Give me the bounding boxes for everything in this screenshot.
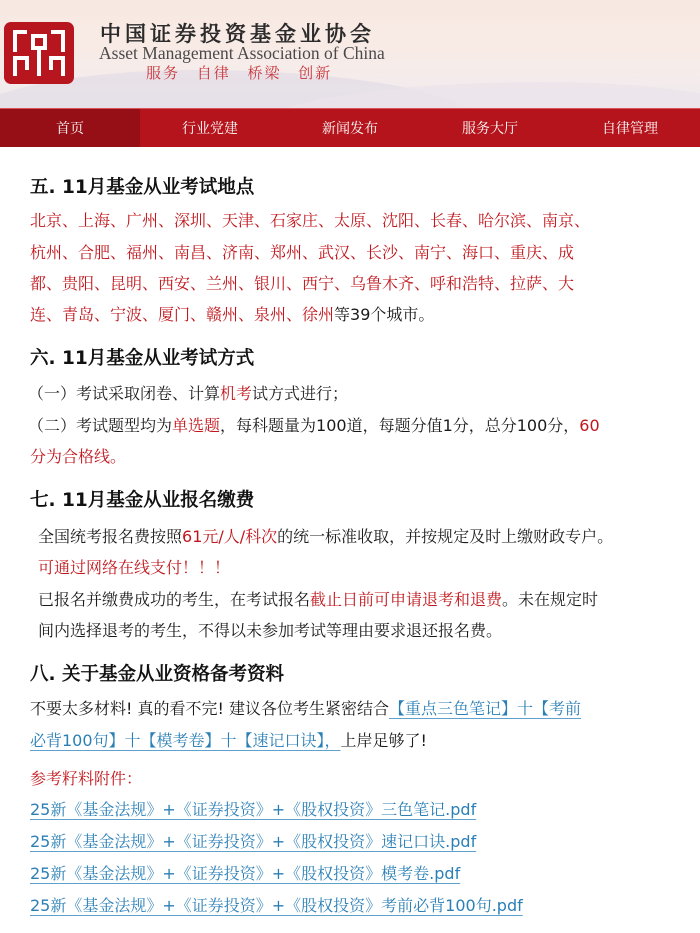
text: （二）考试题型均为 [28,416,173,435]
main-nav [0,108,700,147]
materials-link[interactable]: 【重点三色笔记】十【考前 [389,699,582,718]
highlight-text: 单选题 [172,416,221,435]
city-list-tail: 等39个城市。 [334,305,435,324]
section-heading-exam-method: 六. 11月基金从业考试方式 [30,348,255,369]
amac-logo-icon[interactable] [4,22,74,84]
materials-link[interactable]: 必背100句】十【模考卷】十【速记口诀】， [30,731,341,750]
nav-item-party-building[interactable]: 行业党建 [182,121,238,137]
city-list-line: 北京、上海、广州、深圳、天津、石家庄、太原、沈阳、长春、哈尔滨、南京、 [30,211,591,230]
text: 试方式进行； [252,384,349,403]
nav-item-self-regulation[interactable]: 自律管理 [602,121,658,137]
site-title-cn: 中国证券投资基金业协会 [100,21,375,46]
section-heading-study-materials: 八. 关于基金从业资格备考资料 [30,664,284,685]
exam-method-item-1 [28,381,348,404]
pdf-attachment-link[interactable]: 25新《基金法规》+《证券投资》+《股权投资》速记口诀.pdf [30,832,477,851]
site-header [0,0,700,108]
materials-paragraph-cont [30,728,427,751]
text: 。未在规定时 [502,590,599,609]
online-payment-note: 可通过网络在线支付！！！ [38,558,231,577]
text: 不要太多材料! 真的看不完! 建议各位考生紧密结合 [30,699,390,718]
nav-item-news[interactable]: 新闻发布 [322,121,378,137]
site-slogan: 服务 自律 桥梁 创新 [146,64,333,82]
materials-paragraph [30,696,581,719]
city-list-line: 都、贵阳、昆明、西安、兰州、银川、西宁、乌鲁木齐、呼和浩特、拉萨、大 [30,274,575,293]
text: 全国统考报名费按照 [38,527,183,546]
exam-method-item-2 [28,413,600,436]
pdf-attachment-link[interactable]: 25新《基金法规》+《证券投资》+《股权投资》考前必背100句.pdf [30,896,523,915]
highlight-text: 60 [579,416,600,435]
text: 上岸足够了! [340,731,427,750]
highlight-text: 机考 [220,384,253,403]
highlight-text: 截止日前可申请退考和退费 [310,590,503,609]
section-heading-registration-fee: 七. 11月基金从业报名缴费 [30,490,255,511]
nav-item-home[interactable]: 首页 [0,109,140,147]
site-title-en: Asset Management Association of China [99,43,385,63]
city-list-line [30,302,434,325]
section-heading-exam-locations: 五. 11月基金从业考试地点 [30,177,255,198]
pdf-attachment-link[interactable]: 25新《基金法规》+《证券投资》+《股权投资》三色笔记.pdf [30,800,477,819]
text: 的统一标准收取，并按规定及时上缴财政专户。 [277,527,614,546]
refund-paragraph [38,587,598,610]
pdf-attachment-link[interactable]: 25新《基金法规》+《证券投资》+《股权投资》模考卷.pdf [30,864,461,883]
text: 已报名并缴费成功的考生，在考试报名 [38,590,311,609]
exam-method-item-2-cont: 分为合格线。 [30,447,127,466]
city-list-cities: 连、青岛、宁波、厦门、赣州、泉州、徐州 [30,305,335,324]
attachments-label: 参考籽料附件： [30,769,143,788]
highlight-text: 61元/人/科次 [182,527,278,546]
text: ，每科题量为100道，每题分值1分，总分100分， [220,416,580,435]
text: （一）考试采取闭卷、计算 [28,384,221,403]
refund-paragraph-cont: 间内选择退考的考生，不得以未参加考试等理由要求退还报名费。 [38,621,503,640]
fee-paragraph [38,524,613,547]
city-list-line: 杭州、合肥、福州、南昌、济南、郑州、武汉、长沙、南宁、海口、重庆、成 [30,243,575,262]
nav-item-service-hall[interactable]: 服务大厅 [462,121,518,137]
